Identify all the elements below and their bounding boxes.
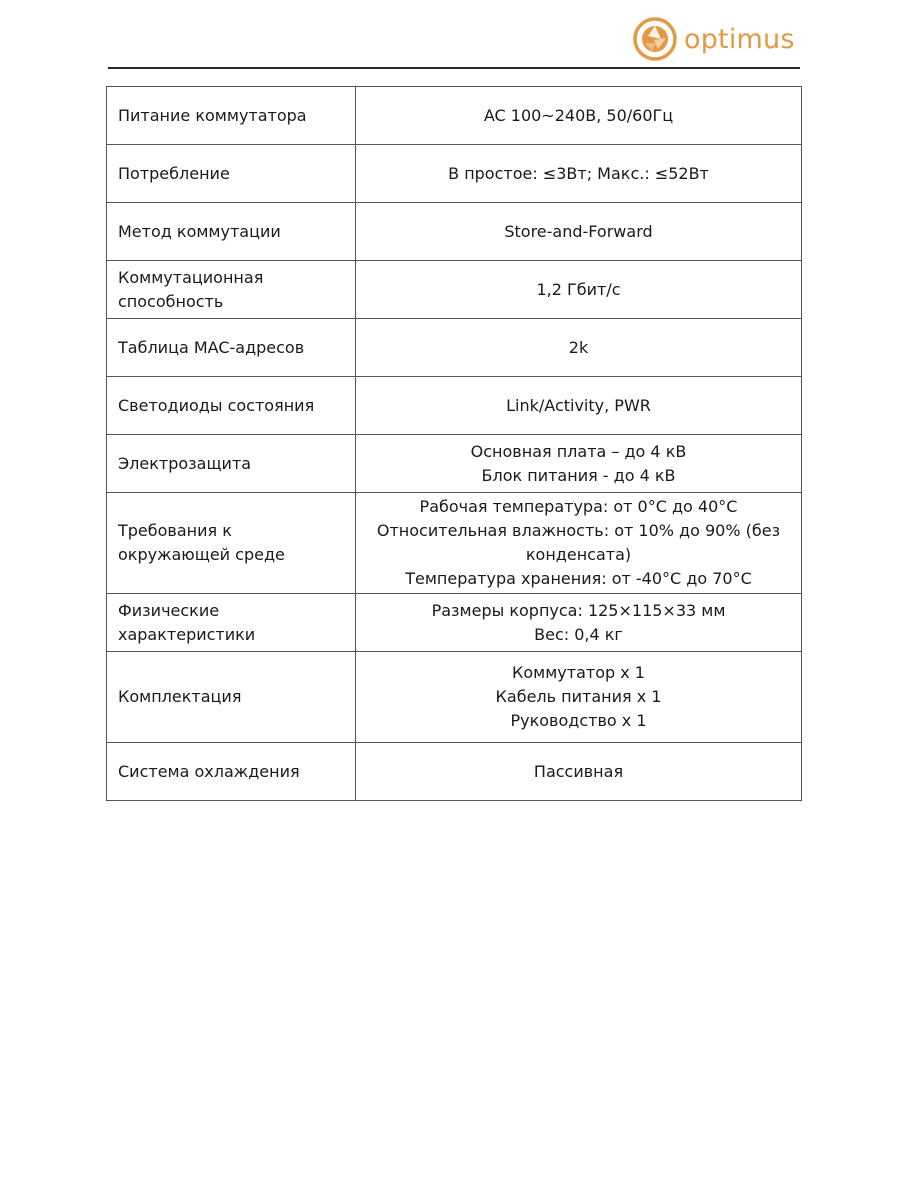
- header-divider: [108, 67, 800, 69]
- table-row: [107, 261, 802, 319]
- spec-value: [356, 377, 802, 435]
- spec-value: [356, 261, 802, 319]
- table-row: [107, 493, 802, 594]
- brand-logo: [632, 16, 795, 62]
- table-row: [107, 435, 802, 493]
- spec-value-line: Рабочая температура: от 0°C до 40°C: [419, 497, 738, 516]
- spec-value-line: Температура хранения: от -40°C до 70°C: [405, 569, 752, 588]
- spec-value: [356, 435, 802, 493]
- spec-value-line: AC 100~240В, 50/60Гц: [483, 105, 674, 125]
- table-row: [107, 652, 802, 743]
- spec-value-line: Основная плата – до 4 кВ: [470, 441, 687, 461]
- spec-value-line: Кабель питания х 1: [495, 687, 662, 706]
- spec-value-line: В простое: ≤3Вт; Макс.: ≤52Вт: [448, 163, 709, 183]
- spec-value: [356, 203, 802, 261]
- spec-value-line: Размеры корпуса: 125×115×33 мм: [431, 600, 726, 620]
- spec-label: Комплектация: [107, 652, 356, 743]
- spec-value-line: Store-and-Forward: [504, 221, 653, 241]
- table-row: [107, 145, 802, 203]
- spec-value: [356, 319, 802, 377]
- spec-label: Система охлаждения: [107, 743, 356, 801]
- brand-name: optimus: [684, 23, 795, 55]
- spec-label: Электрозащита: [107, 435, 356, 493]
- spec-value-line: Руководство х 1: [510, 711, 647, 730]
- spec-value-line: 2k: [568, 337, 589, 357]
- spec-label: Светодиоды состояния: [107, 377, 356, 435]
- spec-label: Физические характеристики: [107, 594, 356, 652]
- spec-label: Питание коммутатора: [107, 87, 356, 145]
- aperture-icon: [632, 16, 678, 62]
- spec-value: [356, 493, 802, 594]
- spec-label: Коммутационная способность: [107, 261, 356, 319]
- spec-value-line: Пассивная: [533, 761, 624, 781]
- spec-label: Требования к окружающей среде: [107, 493, 356, 594]
- spec-label: Метод коммутации: [107, 203, 356, 261]
- spec-label: Потребление: [107, 145, 356, 203]
- page-header: [0, 0, 900, 70]
- table-row: [107, 87, 802, 145]
- spec-value-line: Вес: 0,4 кг: [534, 624, 623, 644]
- spec-value: [356, 652, 802, 743]
- spec-value: [356, 594, 802, 652]
- table-row: [107, 594, 802, 652]
- table-row: [107, 203, 802, 261]
- spec-value-line: Link/Activity, PWR: [506, 395, 651, 415]
- spec-value-line: Коммутатор х 1: [512, 663, 645, 682]
- table-row: [107, 377, 802, 435]
- spec-value: [356, 743, 802, 801]
- table-row: [107, 743, 802, 801]
- spec-table: [106, 86, 802, 801]
- spec-value: [356, 145, 802, 203]
- spec-value-line: Относительная влажность: от 10% до 90% (без конденсата): [376, 521, 781, 564]
- spec-value-line: 1,2 Гбит/с: [536, 279, 621, 299]
- spec-label: Таблица MAC-адресов: [107, 319, 356, 377]
- table-row: [107, 319, 802, 377]
- spec-value: [356, 87, 802, 145]
- spec-table-body: [107, 87, 802, 801]
- spec-value-line: Блок питания - до 4 кВ: [481, 465, 676, 485]
